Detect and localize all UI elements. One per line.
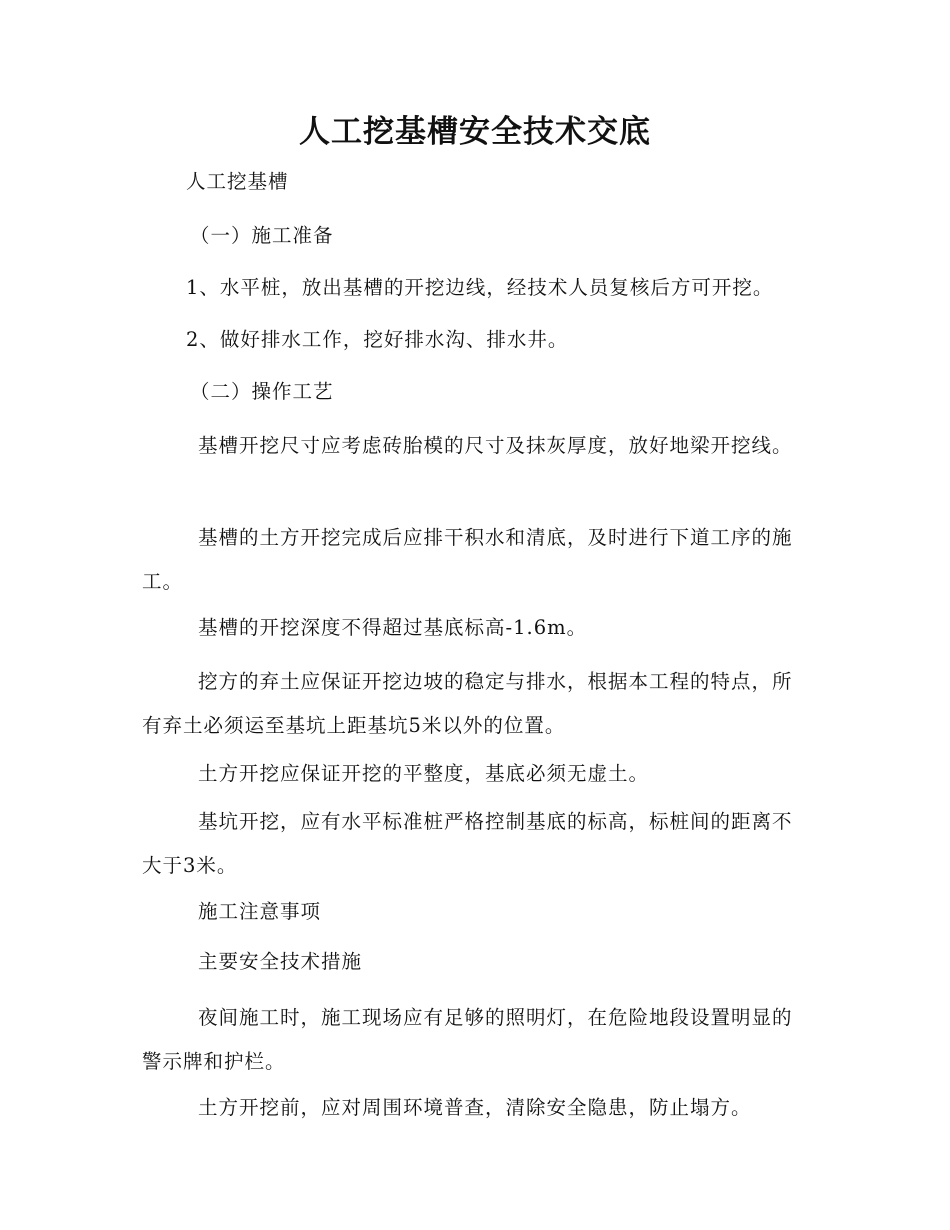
paragraph-body: 土方开挖应保证开挖的平整度，基底必须无虚土。: [198, 762, 650, 785]
paragraph-heading-notes: 施工注意事项: [198, 900, 322, 923]
paragraph-body: 基坑开挖，应有水平标准桩严格控制基底的标高，标桩间的距离不大于3米。: [142, 810, 793, 877]
paragraph-body: 基槽开挖尺寸应考虑砖胎模的尺寸及抹灰厚度，放好地梁开挖线。: [198, 434, 793, 457]
paragraph-heading-safety: 主要安全技术措施: [198, 950, 363, 973]
paragraph-body: 土方开挖前，应对周围环境普查，清除安全隐患，防止塌方。: [198, 1096, 752, 1119]
paragraph-item-2: 2、做好排水工作，挖好排水沟、排水井。: [186, 328, 569, 351]
paragraph-body: 基槽的土方开挖完成后应排干积水和清底，及时进行下道工序的施工。: [142, 526, 793, 593]
paragraph-body: 基槽的开挖深度不得超过基底标高-1.6m。: [198, 616, 588, 639]
paragraph-subheading-process: （二）操作工艺: [190, 380, 334, 403]
paragraph-body: 挖方的弃土应保证开挖边坡的稳定与排水，根据本工程的特点，所有弃土必须运至基坑上距基坑5米以外的位置。: [142, 670, 793, 737]
document-title: 人工挖基槽安全技术交底: [299, 114, 651, 150]
paragraph-section-heading: 人工挖基槽: [186, 170, 289, 193]
paragraph-subheading-preparation: （一）施工准备: [190, 224, 334, 247]
paragraph-item-1: 1、水平桩，放出基槽的开挖边线，经技术人员复核后方可开挖。: [186, 276, 774, 299]
paragraph-body: 夜间施工时，施工现场应有足够的照明灯，在危险地段设置明显的警示牌和护栏。: [142, 1006, 793, 1073]
